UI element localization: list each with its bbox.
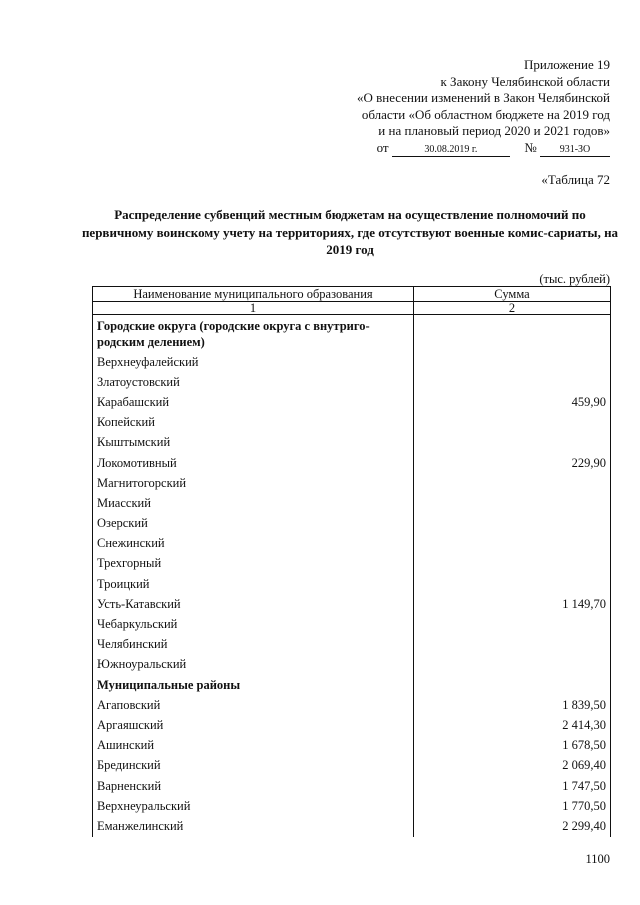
column-header-name: Наименование муниципального образования	[93, 287, 414, 302]
table-row	[93, 433, 611, 453]
subvention-amount: 1 678,50	[414, 736, 611, 756]
group-title: Городские округа (городские округа с внутриго-родским делением)	[93, 315, 414, 353]
municipality-name: Копейский	[93, 413, 414, 433]
municipality-name: Аргаяшский	[93, 715, 414, 735]
table-row	[93, 473, 611, 493]
table-row	[93, 392, 611, 412]
group-row-municipal-districts	[93, 675, 611, 695]
municipality-name: Брединский	[93, 756, 414, 776]
header-appendix: Приложение 19	[523, 57, 610, 72]
header-law: к Закону Челябинской области	[440, 73, 610, 89]
municipality-name: Варненский	[93, 776, 414, 796]
units-label: (тыс. рублей)	[539, 272, 610, 286]
table-row	[93, 493, 611, 513]
subvention-amount	[414, 473, 611, 493]
subvention-amount: 1 149,70	[414, 594, 611, 614]
document-header	[280, 57, 610, 157]
header-date-number	[280, 140, 610, 157]
subvention-amount	[414, 372, 611, 392]
header-line-4: области «Об областном бюджете на 2019 год	[361, 106, 610, 122]
table-row	[93, 453, 611, 473]
subvention-amount: 1 747,50	[414, 776, 611, 796]
subvention-amount: 1 770,50	[414, 796, 611, 816]
table-row	[93, 655, 611, 675]
subvention-amount	[414, 493, 611, 513]
header-line-5: и на плановый период 2020 и 2021 годов»	[378, 123, 610, 138]
subvention-amount	[414, 514, 611, 534]
subvention-amount: 2 414,30	[414, 715, 611, 735]
subvention-amount: 229,90	[414, 453, 611, 473]
municipality-name: Трехгорный	[93, 554, 414, 574]
subvention-amount: 1 839,50	[414, 695, 611, 715]
municipality-name: Карабашский	[93, 392, 414, 412]
municipality-name: Снежинский	[93, 534, 414, 554]
municipality-name: Миасский	[93, 493, 414, 513]
municipality-name: Озерский	[93, 514, 414, 534]
table-row	[93, 352, 611, 372]
number-label: №	[524, 139, 537, 155]
column-header-sum: Сумма	[414, 287, 611, 302]
municipality-name: Верхнеуральский	[93, 796, 414, 816]
subvention-amount	[414, 433, 611, 453]
subvention-amount	[414, 574, 611, 594]
table-number: «Таблица 72	[541, 172, 610, 187]
table-row	[93, 816, 611, 836]
page-title: Распределение субвенций местным бюджетам на осуществление полномочий по первичному воинскому учету на территориях, где отсутствуют военные комис-сариаты, на 2019 год	[81, 207, 619, 257]
municipality-name: Усть-Катавский	[93, 594, 414, 614]
column-index-2: 2	[414, 302, 611, 315]
municipality-name: Магнитогорский	[93, 473, 414, 493]
table-row	[93, 534, 611, 554]
subvention-amount	[414, 655, 611, 675]
table-row	[93, 635, 611, 655]
table-row	[93, 776, 611, 796]
subvention-amount: 2 299,40	[414, 816, 611, 836]
table-row	[93, 614, 611, 634]
table-row	[93, 756, 611, 776]
column-index-1: 1	[93, 302, 414, 315]
law-number: 931-ЗО	[540, 143, 610, 157]
subvention-amount	[414, 614, 611, 634]
municipality-name: Троицкий	[93, 574, 414, 594]
table-row	[93, 695, 611, 715]
municipality-name: Ашинский	[93, 736, 414, 756]
municipality-name: Локомотивный	[93, 453, 414, 473]
table-row	[93, 413, 611, 433]
table-row	[93, 554, 611, 574]
table-row	[93, 514, 611, 534]
ot-label: от	[376, 139, 389, 155]
table-row	[93, 574, 611, 594]
subvention-amount: 2 069,40	[414, 756, 611, 776]
subvention-amount	[414, 534, 611, 554]
subvention-amount	[414, 352, 611, 372]
subvention-amount: 459,90	[414, 392, 611, 412]
municipality-name: Верхнеуфалейский	[93, 352, 414, 372]
municipality-name: Чебаркульский	[93, 614, 414, 634]
subvention-amount	[414, 413, 611, 433]
table-row	[93, 594, 611, 614]
municipality-name: Кыштымский	[93, 433, 414, 453]
table-row	[93, 372, 611, 392]
municipality-name: Агаповский	[93, 695, 414, 715]
subvention-amount	[414, 635, 611, 655]
municipality-name: Еманжелинский	[93, 816, 414, 836]
header-line-3: «О внесении изменений в Закон Челябинской	[356, 90, 610, 105]
group-row-urban-districts	[93, 315, 611, 353]
law-date: 30.08.2019 г.	[392, 143, 510, 157]
page-number: 1100	[585, 852, 610, 866]
municipality-name: Южноуральский	[93, 655, 414, 675]
municipality-name: Челябинский	[93, 635, 414, 655]
table-row	[93, 715, 611, 735]
subventions-table	[92, 286, 611, 837]
table-row	[93, 796, 611, 816]
subvention-amount	[414, 554, 611, 574]
group-title: Муниципальные районы	[93, 675, 414, 695]
municipality-name: Златоустовский	[93, 372, 414, 392]
table-row	[93, 736, 611, 756]
